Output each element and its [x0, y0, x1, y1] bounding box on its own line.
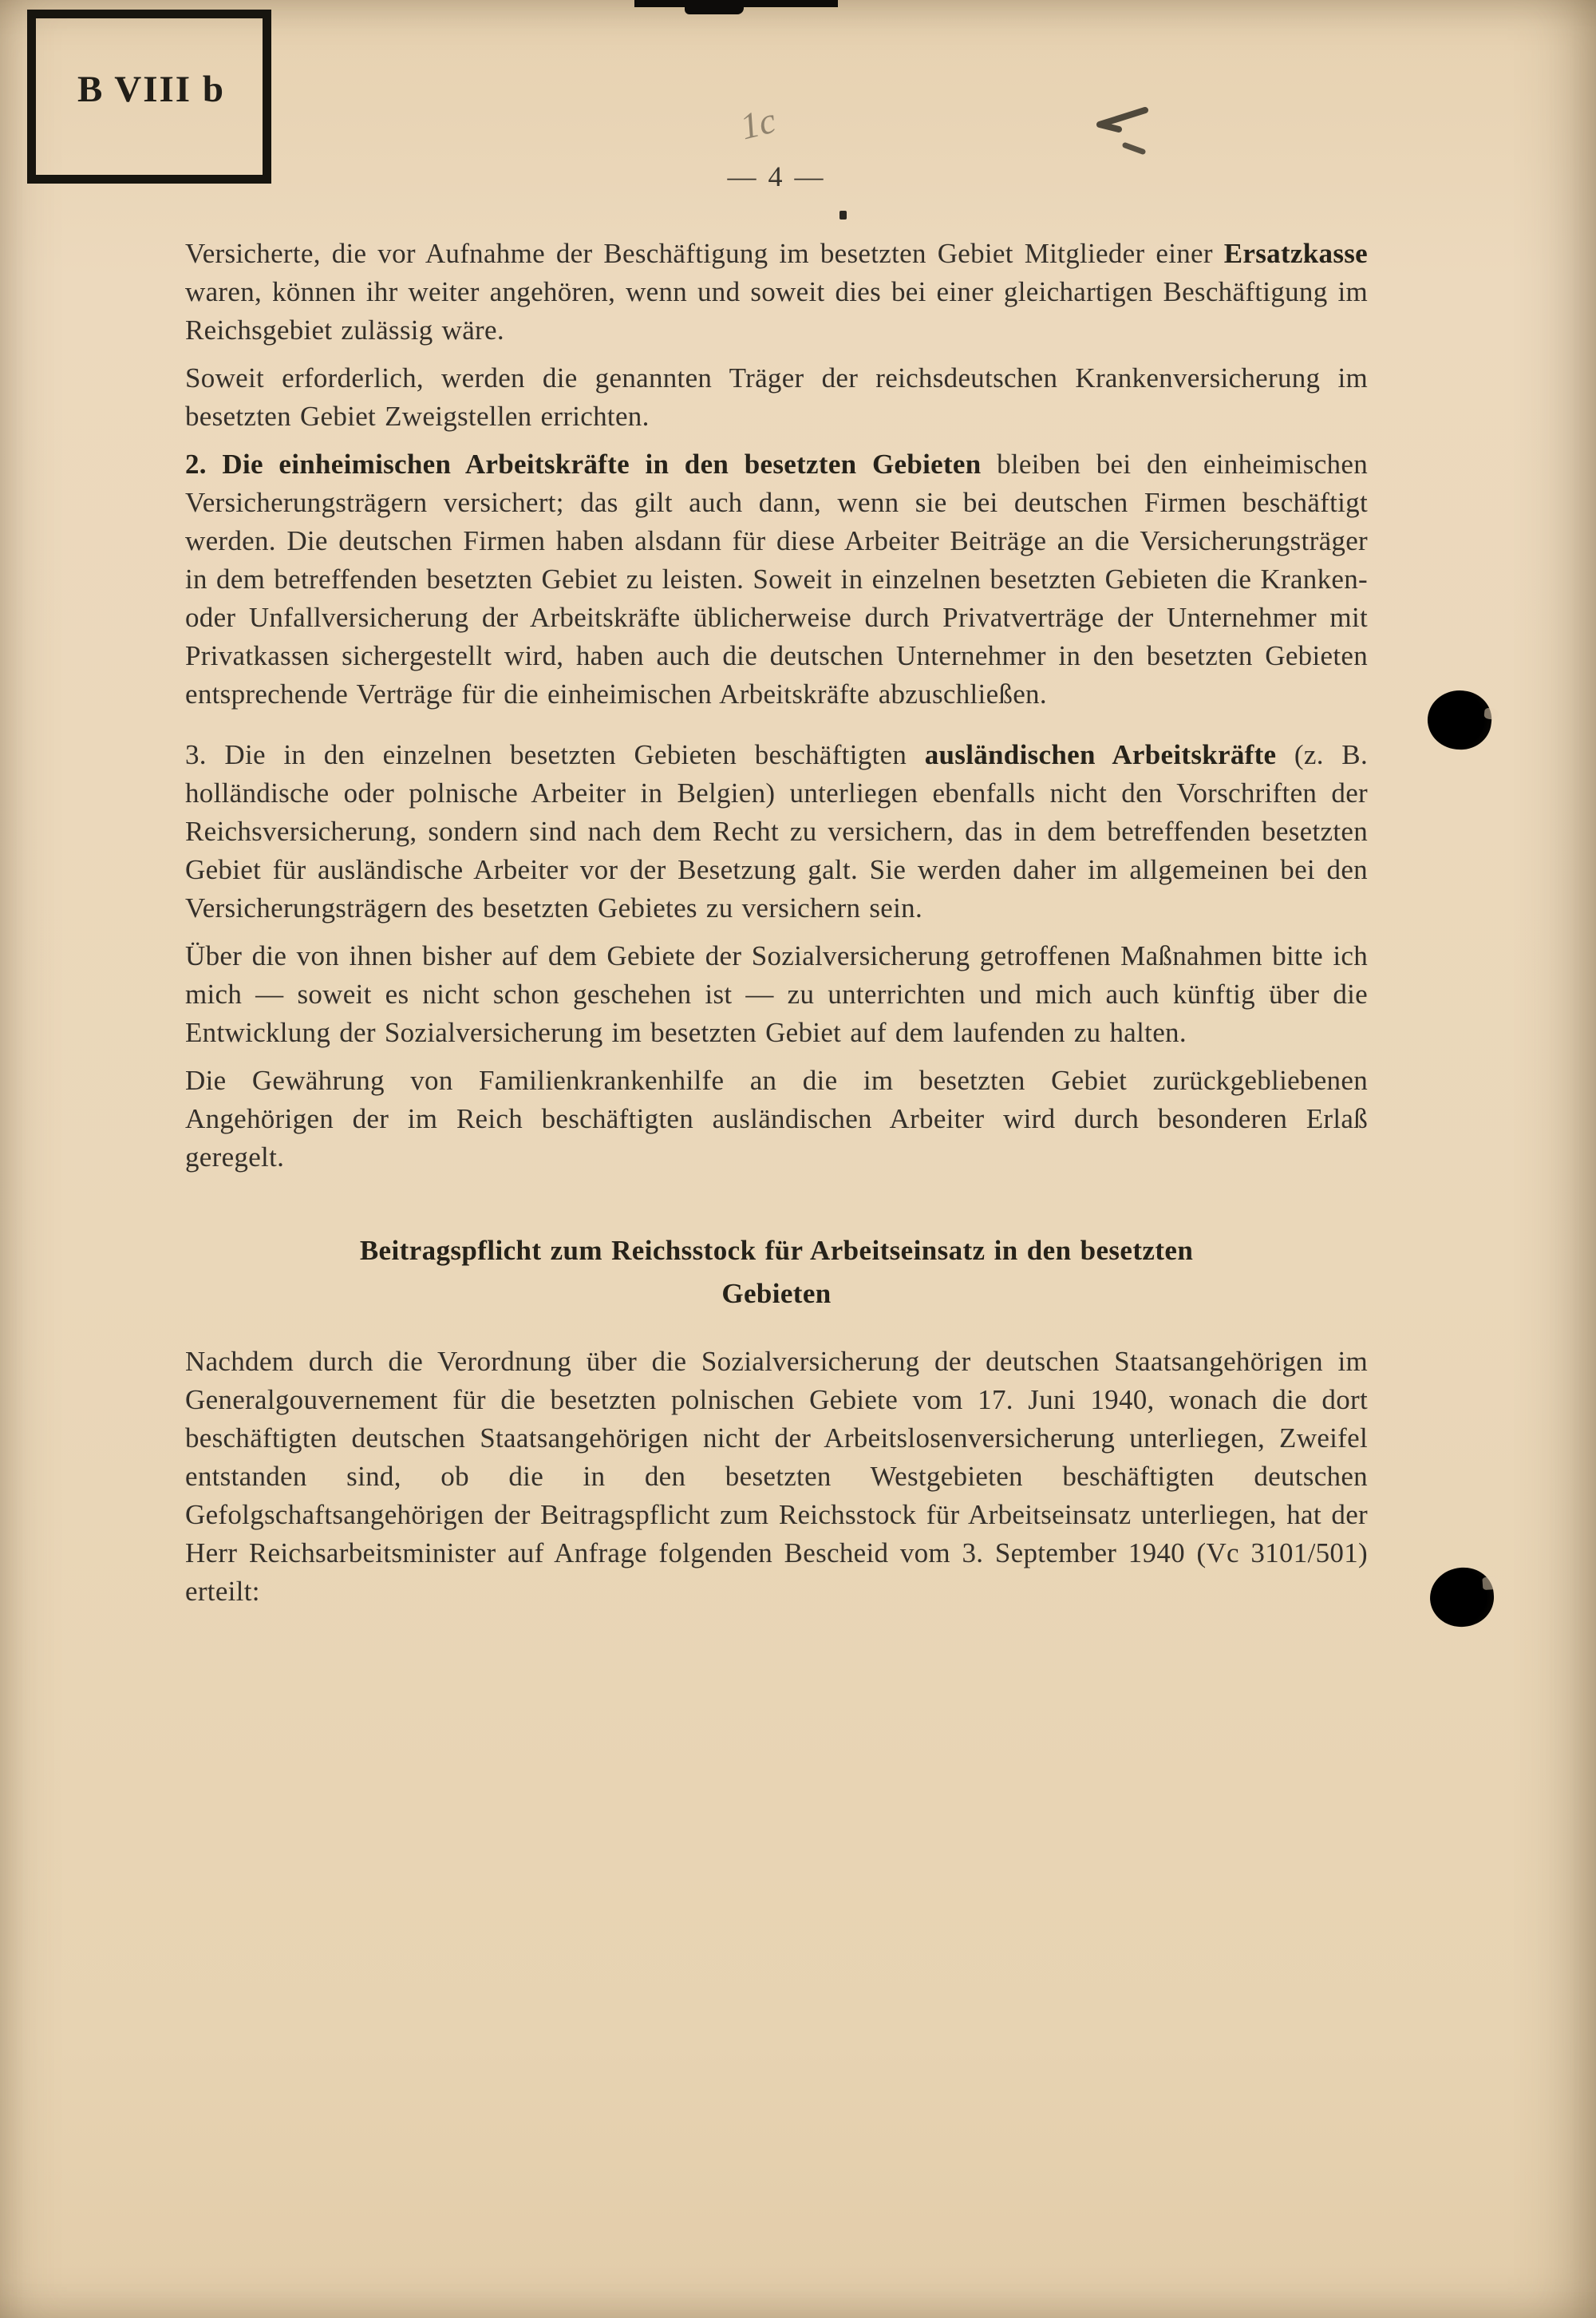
paragraph-report-request	[185, 937, 1368, 1052]
text-segment: 3. Die in den einzelnen besetzten Gebieten beschäftigten	[185, 739, 925, 770]
paragraph-family-sickness-aid	[185, 1062, 1368, 1177]
pencil-note: 1c	[736, 99, 780, 148]
text-segment: bleiben bei den einheimischen Versicherungsträgern versichert; das gilt auch dann, wenn sie bei deutschen Firmen beschäftigt werden. Die deutschen Firmen haben alsdann für diese Arbeiter Beiträge an die Versicherungsträger in dem betreffenden besetzten Gebiet zu leisten. Soweit in einzelnen besetzten Gebieten die Kranken- oder Unfallversicherung der Arbeitskräfte üblicherweise durch Privatverträge der Unternehmer mit Privatkassen sichergestellt wird, haben auch die deutschen Unternehmer in den besetzten Gebieten entsprechende Verträge für die einheimischen Arbeitskräfte abzuschließen.	[185, 449, 1368, 710]
bold-text-segment: 2. Die einheimischen Arbeitskräfte in den besetzten Gebieten	[185, 449, 982, 480]
text-segment: Die Gewährung von Familienkrankenhilfe an die im besetzten Gebiet zurückgebliebenen Angehörigen der im Reich beschäftigten ausländischen Arbeiter wird durch besonderen Erlaß geregelt.	[185, 1065, 1368, 1173]
pencil-arrow-icon	[1069, 104, 1157, 160]
paragraph-branch-offices	[185, 359, 1368, 436]
paragraph-insured-ersatzkasse	[185, 235, 1368, 350]
section-heading	[185, 1229, 1368, 1315]
classification-label: B VIII b	[77, 69, 225, 110]
text-segment: (z. B. holländische oder polnische Arbeiter in Belgien) unterliegen ebenfalls nicht den Vorschriften der Reichsversicherung, sondern sind nach dem Recht zu versichern, das in dem betreffenden besetzten Gebiet für ausländische Arbeiter vor der Besetzung galt. Sie werden daher im allgemeinen bei den Versicherungsträgern des besetzten Gebietes zu versichern sein.	[185, 739, 1368, 924]
scan-artifact-blob	[685, 0, 744, 14]
hole-punch-top	[1424, 687, 1494, 753]
hole-punch-bottom	[1428, 1565, 1496, 1628]
paragraph-item-2-local-workers	[185, 445, 1368, 714]
ink-speck	[839, 211, 847, 220]
text-segment: Versicherte, die vor Aufnahme der Beschäftigung im besetzten Gebiet Mitglieder einer	[185, 238, 1224, 269]
section-heading-line-2: Gebieten	[721, 1278, 832, 1309]
text-segment: Über die von ihnen bisher auf dem Gebiete der Sozialversicherung getroffenen Maßnahmen bitte ich mich — soweit es nicht schon geschehen ist — zu unterrichten und mich auch künftig über die Entwicklung der Sozialversicherung im besetzten Gebiet auf dem laufenden zu halten.	[185, 940, 1368, 1048]
text-segment: Soweit erforderlich, werden die genannten Träger der reichsdeutschen Krankenversicherung im besetzten Gebiet Zweigstellen errichten.	[185, 362, 1368, 432]
text-segment: Nachdem durch die Verordnung über die Sozialversicherung der deutschen Staatsangehörigen im Generalgouvernement für die besetzten polnischen Gebiete vom 17. Juni 1940, wonach die dort beschäftigten deutschen Staatsangehörigen nicht der Arbeitslosenversicherung unterliegen, Zweifel entstanden sind, ob die in den besetzten Westgebieten beschäftigten deutschen Gefolgschaftsangehörigen der Beitragspflicht zum Reichsstock für Arbeitseinsatz unterliegen, hat der Herr Reichsarbeitsminister auf Anfrage folgenden Bescheid vom 3. September 1940 (Vc 3101/501) erteilt:	[185, 1346, 1368, 1607]
text-segment: waren, können ihr weiter angehören, wenn und soweit dies bei einer gleichartigen Beschäftigung im Reichsgebiet zulässig wäre.	[185, 276, 1368, 346]
page-number: — 4 —	[727, 160, 826, 192]
paragraph-contribution-obligation	[185, 1343, 1368, 1611]
document-body	[185, 235, 1368, 1620]
bold-text-segment: Ersatzkasse	[1223, 238, 1368, 269]
bold-text-segment: ausländischen Arbeitskräfte	[924, 739, 1277, 770]
classification-box	[27, 10, 271, 184]
paragraph-item-3-foreign-workers	[185, 736, 1368, 928]
section-heading-line-1: Beitragspflicht zum Reichsstock für Arbeitseinsatz in den besetzten	[359, 1235, 1194, 1266]
